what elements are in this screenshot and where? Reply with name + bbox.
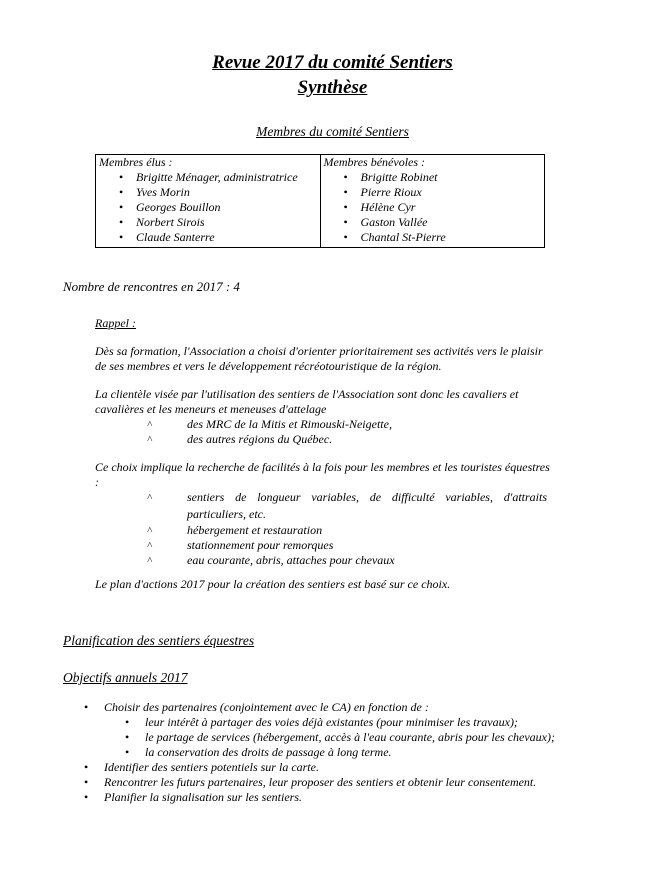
elected-label: Membres élus :	[99, 155, 173, 169]
page-title: Revue 2017 du comité Sentiers	[212, 52, 453, 73]
rappel-paragraph-2: La clientèle visée par l'utilisation des sentiers de l'Association sont donc les cavaliers et cavalières et les meneurs et meneuses d'attelage	[95, 387, 519, 416]
elected-members-cell	[96, 155, 321, 248]
arrow-bullet-icon: ˄	[147, 434, 153, 445]
rappel-paragraph-3: Ce choix implique la recherche de facilités à la fois pour les membres et les touristes équestres :	[95, 460, 550, 489]
list-item: • Identifier des sentiers potentiels sur la carte.	[63, 760, 623, 775]
list-item: • Rencontrer les futurs partenaires, leur proposer des sentiers et obtenir leur consentement.	[63, 775, 623, 790]
list-item: • Hélène Cyr	[324, 200, 545, 215]
clientele-list	[95, 417, 555, 447]
facilities-list	[95, 489, 547, 568]
arrow-bullet-icon: ˄	[147, 492, 153, 503]
list-item: • Chantal St-Pierre	[324, 230, 545, 245]
volunteer-members-cell	[320, 155, 545, 248]
list-item: • Pierre Rioux	[324, 185, 545, 200]
list-item: • la conservation des droits de passage à long terme.	[63, 745, 623, 760]
volunteer-label: Membres bénévoles :	[323, 155, 426, 169]
list-item: ˄ stationnement pour remorques	[147, 538, 334, 552]
arrow-bullet-icon: ˄	[147, 419, 153, 430]
objectives-list	[63, 700, 623, 805]
list-item: ˄ eau courante, abris, attaches pour chevaux	[147, 553, 395, 567]
rappel-paragraph-1: Dès sa formation, l'Association a choisi d'orienter prioritairement ses activités vers le plaisir de ses membres et vers le développement récréotouristique de la région.	[95, 344, 543, 373]
list-item: ˄ des MRC de la Mitis et Rimouski-Neigette,	[147, 417, 392, 431]
arrow-bullet-icon: ˄	[147, 525, 153, 536]
list-item: ˄ des autres régions du Québec.	[147, 432, 333, 446]
members-heading: Membres du comité Sentiers	[256, 124, 409, 139]
list-item: • Claude Santerre	[99, 230, 320, 245]
list-item: • Planifier la signalisation sur les sentiers.	[63, 790, 623, 805]
list-item: • leur intérêt à partager des voies déjà existantes (pour minimiser les travaux);	[63, 715, 623, 730]
list-item: • Brigitte Ménager, administratrice	[99, 170, 320, 185]
rappel-heading: Rappel :	[95, 316, 136, 330]
arrow-bullet-icon: ˄	[147, 555, 153, 566]
members-table	[95, 154, 545, 248]
list-item: • Choisir des partenaires (conjointement avec le CA) en fonction de :	[63, 700, 623, 715]
list-item: • Gaston Vallée	[324, 215, 545, 230]
planning-heading: Planification des sentiers équestres	[63, 633, 255, 648]
objectives-heading: Objectifs annuels 2017	[63, 670, 188, 685]
list-item: • le partage de services (hébergement, accès à l'eau courante, abris pour les chevaux);	[63, 730, 623, 745]
list-item: • Brigitte Robinet	[324, 170, 545, 185]
arrow-bullet-icon: ˄	[147, 540, 153, 551]
meetings-count: Nombre de rencontres en 2017 : 4	[63, 279, 240, 294]
list-item: ˄ sentiers de longueur variables, de difficulté variables, d'attraits particuliers, etc.	[147, 490, 547, 521]
list-item: • Georges Bouillon	[99, 200, 320, 215]
list-item: ˄ hébergement et restauration	[147, 523, 323, 537]
rappel-paragraph-4: Le plan d'actions 2017 pour la création des sentiers est basé sur ce choix.	[95, 577, 451, 591]
list-item: • Yves Morin	[99, 185, 320, 200]
list-item: • Norbert Sirois	[99, 215, 320, 230]
page-subtitle: Synthèse	[297, 77, 368, 98]
